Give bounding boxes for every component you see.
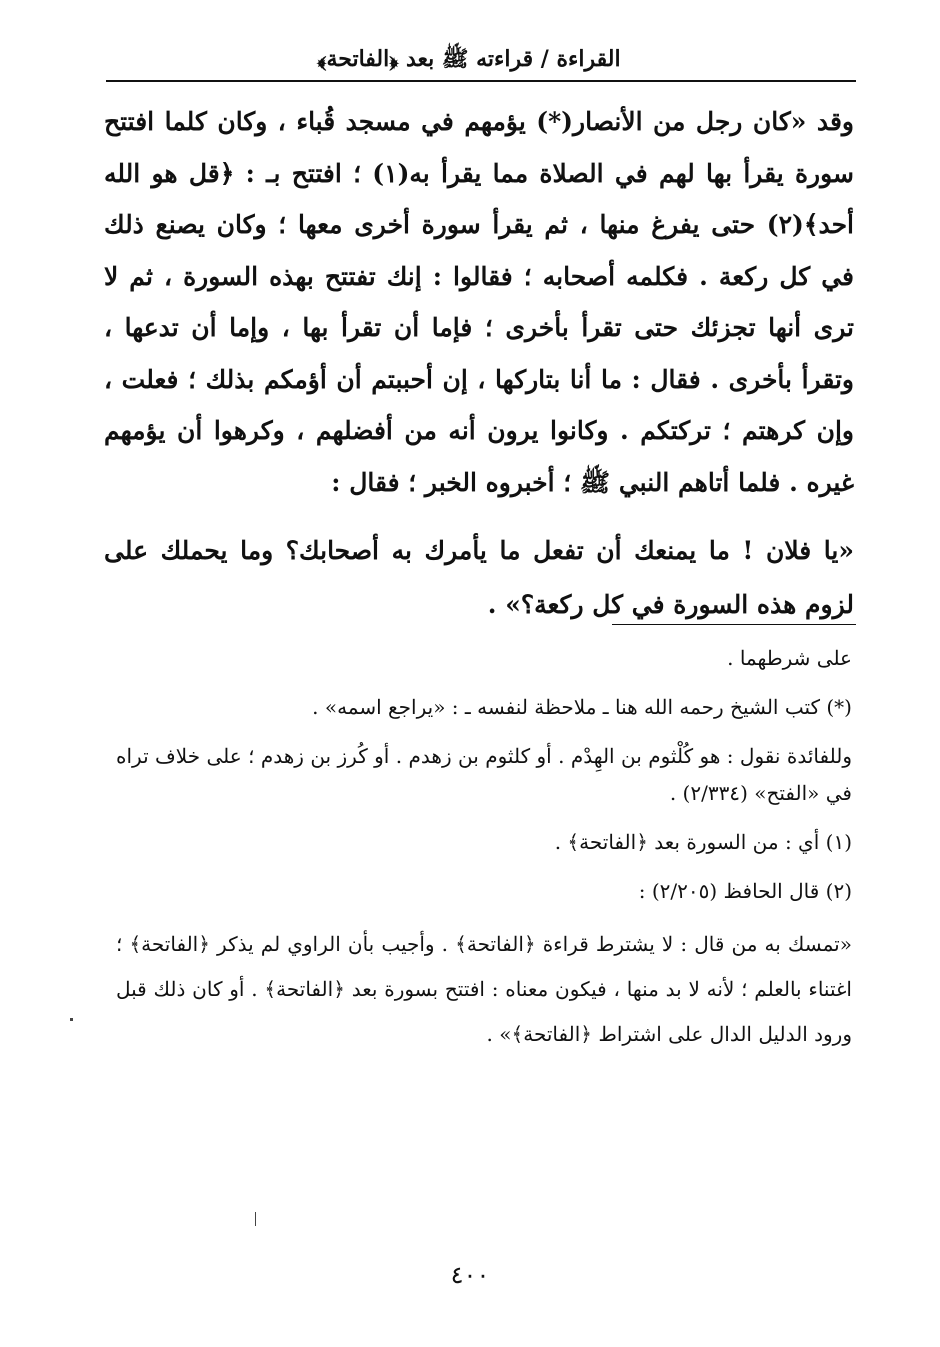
footnote-separator xyxy=(612,624,856,625)
main-paragraph: وقد «كان رجل من الأنصار(*) يؤمهم في مسجد قُباء ، وكان كلما افتتح سورة يقرأ بها لهم في الصلاة مما يقرأ به(١) ؛ افتتح بـ : ﴿قل هو الله أحد﴾(٢) حتى يفرغ منها ، ثم يقرأ سورة أخرى معها ؛ وكان يصنع ذلك في كل ركعة . فكلمه أصحابه ؛ فقالوا : إنك تفتتح بهذه السورة ، ثم لا ترى أنها تجزئك حتى تقرأ بأخرى ؛ فإما أن تقرأ بها ، وإما أن تدعها ، وتقرأ بأخرى . فقال : ما أنا بتاركها ، إن أحببتم أن أؤمكم بذلك ؛ فعلت ، وإن كرهتم ؛ تركتكم . وكانوا يرون أنه من أفضلهم ، وكرهوا أن يؤمهم غيره . فلما أتاهم النبي ﷺ ؛ أخبروه الخبر ؛ فقال : xyxy=(104,107,854,497)
main-text xyxy=(104,96,854,632)
footnote-continuation: على شرطهما . xyxy=(727,646,852,670)
footnote-2-quote: «تمسك به من قال : لا يشترط قراءة ﴿الفاتحة﴾ . وأجيب بأن الراوي لم يذكر ﴿الفاتحة﴾ ؛ اغتناء بالعلم ؛ لأنه لا بد منها ، فيكون معناه : افتتح بسورة بعد ﴿الفاتحة﴾ . أو كان ذلك قبل ورود الدليل الدال على اشتراط ﴿الفاتحة﴾» . xyxy=(116,932,852,1046)
scan-speck xyxy=(70,1018,73,1021)
footnote-1: (١) أي : من السورة بعد ﴿الفاتحة﴾ . xyxy=(554,830,852,854)
scan-speck xyxy=(255,1212,256,1226)
page-number: ٤٠٠ xyxy=(450,1261,490,1289)
header-rule xyxy=(106,80,856,82)
footnote-2: (٢) قال الحافظ (٢/٢٠٥) : xyxy=(638,879,852,903)
footnote-star-note: وللفائدة نقول : هو كُلْثوم بن الهِدْم . أو كلثوم بن زهدم . أو كُرز بن زهدم ؛ على خلاف تراه في «الفتح» (٢/٣٣٤) . xyxy=(116,744,852,805)
footnotes xyxy=(116,640,852,1069)
hadith-quote: «يا فلان ! ما يمنعك أن تفعل ما يأمرك به أصحابك؟ وما يحملك على لزوم هذه السورة في كل ركعة؟» . xyxy=(104,536,854,619)
running-header: القراءة / قراءته ﷺ بعد ﴿الفاتحة﴾ xyxy=(317,46,621,72)
footnote-star: (*) كتب الشيخ رحمه الله هنا ـ ملاحظة لنفسه ـ : «يراجع اسمه» . xyxy=(312,695,852,719)
